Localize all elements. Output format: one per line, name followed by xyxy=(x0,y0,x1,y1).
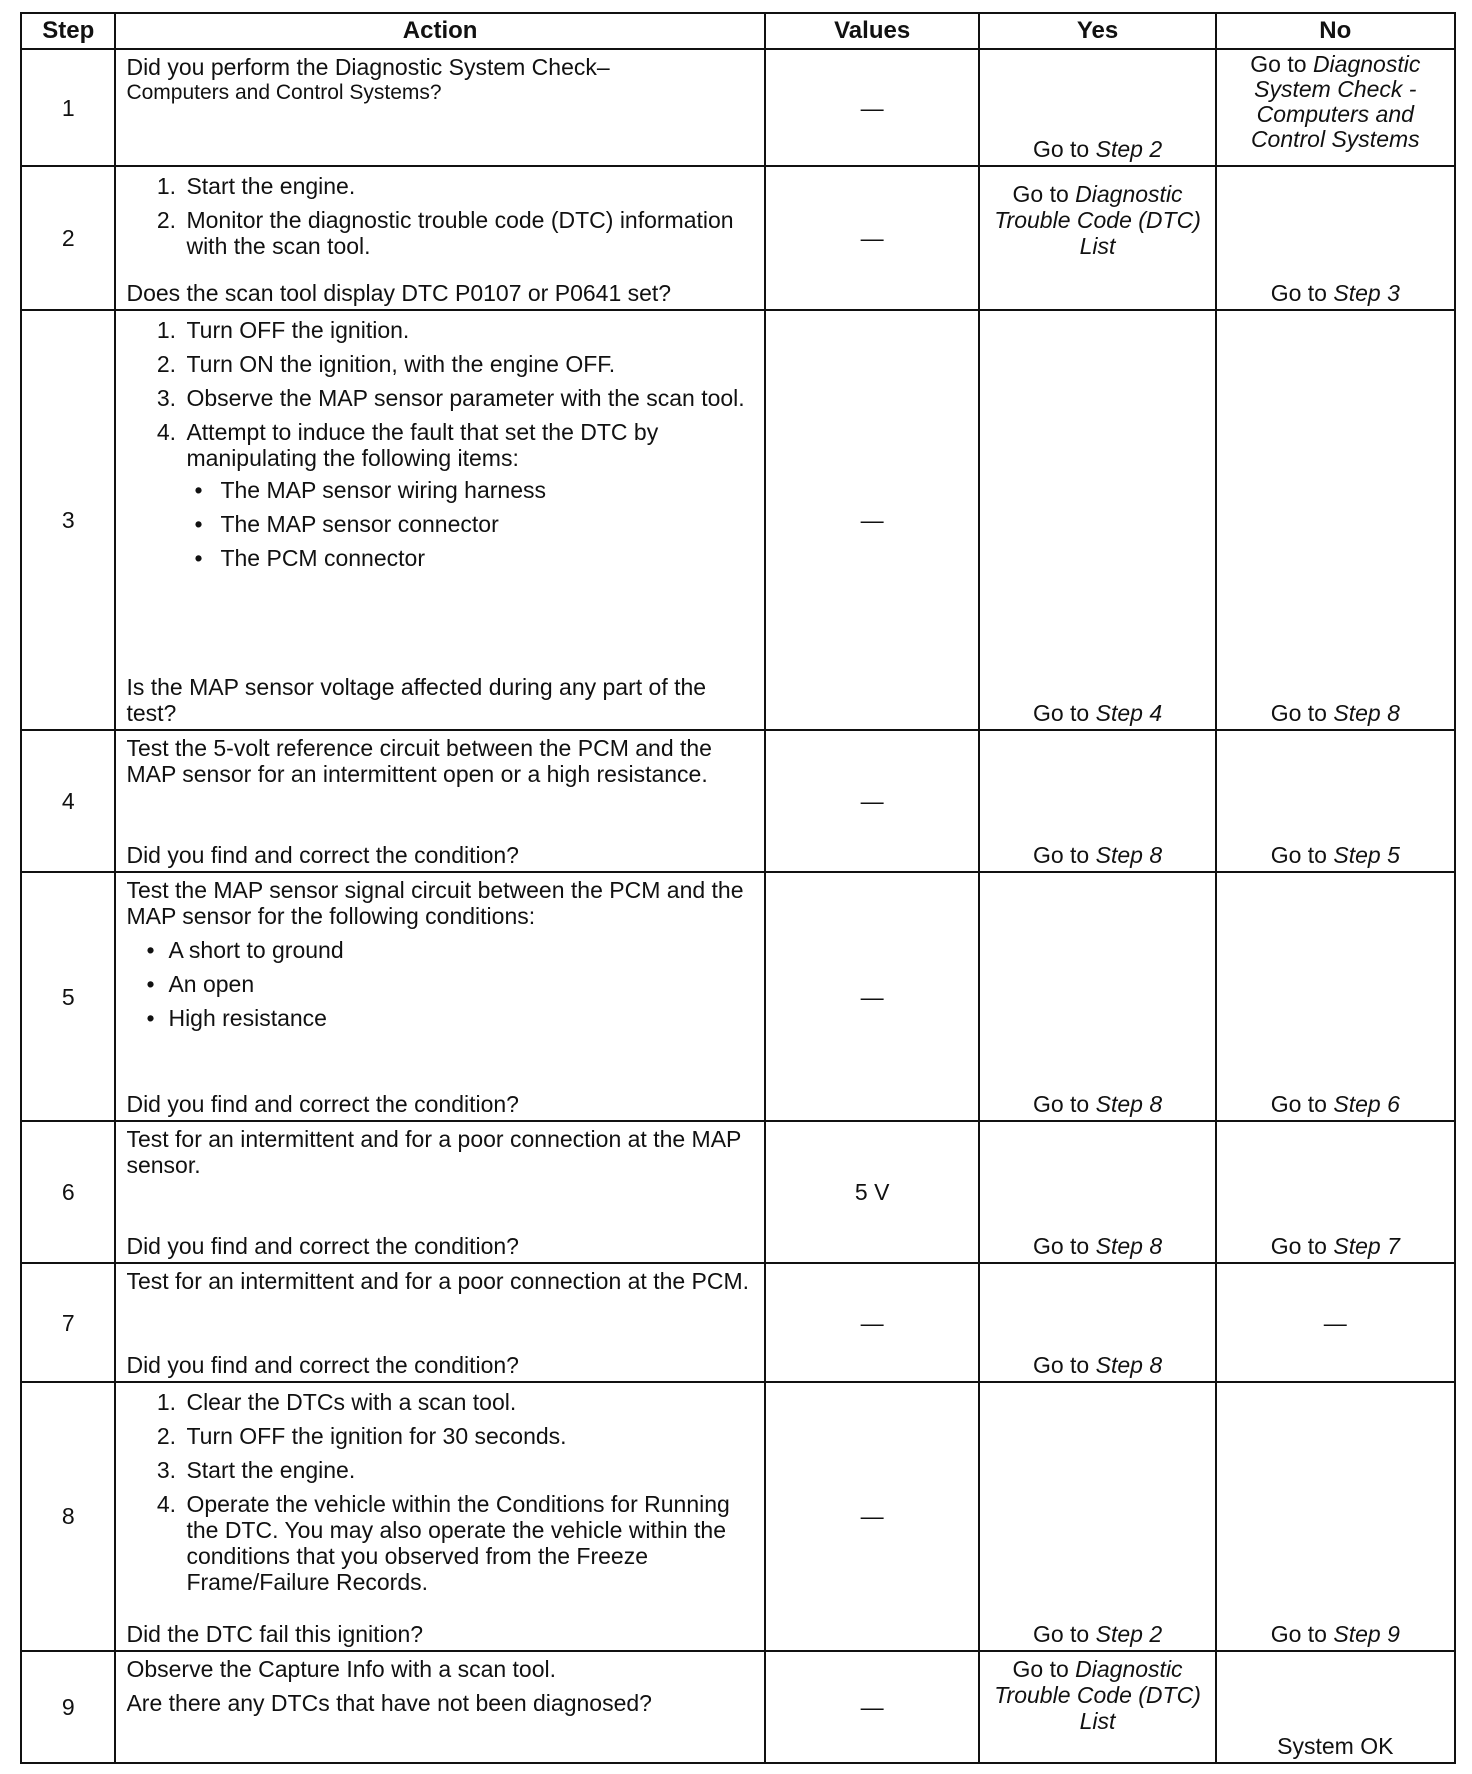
bullet-item: • High resistance xyxy=(168,1005,753,1031)
table-row xyxy=(21,872,1455,1120)
yes-prefix: Go to xyxy=(1012,1655,1076,1682)
list-item: 1. Start the engine. xyxy=(182,173,753,199)
step-number: 5 xyxy=(21,872,115,1120)
action-question: Did the DTC fail this ignition? xyxy=(126,1620,424,1647)
yes-cell xyxy=(979,730,1215,873)
no-link: Step 8 xyxy=(1333,699,1400,726)
bullet-item: • The MAP sensor wiring harness xyxy=(216,477,753,503)
action-question: Did you find and correct the condition? xyxy=(126,1090,519,1117)
bullet-list xyxy=(126,937,753,1031)
action-question: Did you find and correct the condition? xyxy=(126,1351,519,1378)
yes-cell xyxy=(979,1382,1215,1651)
list-item: 2. Turn ON the ignition, with the engine OFF. xyxy=(182,351,753,377)
list-item: 3. Observe the MAP sensor parameter with the scan tool. xyxy=(182,385,753,411)
yes-link: Step 8 xyxy=(1095,1090,1163,1117)
action-question: Is the MAP sensor voltage affected during any part of the test? xyxy=(126,673,707,726)
no-prefix: Go to xyxy=(1270,1090,1334,1117)
header-values: Values xyxy=(765,13,980,49)
yes-prefix: Go to xyxy=(1032,1351,1096,1378)
yes-cell xyxy=(979,872,1215,1120)
no-link: Step 5 xyxy=(1333,842,1400,869)
yes-cell xyxy=(979,310,1215,729)
action-question: Did you find and correct the condition? xyxy=(126,842,519,869)
bullet-item: • A short to ground xyxy=(168,937,753,963)
step-number: 1 xyxy=(21,49,115,166)
yes-prefix: Go to xyxy=(1032,699,1096,726)
yes-cell xyxy=(979,1121,1215,1264)
yes-link: Diagnostic Trouble Code (DTC) List xyxy=(994,181,1201,260)
list-item: 3. Start the engine. xyxy=(182,1457,753,1483)
yes-cell xyxy=(979,49,1215,166)
value-cell: — xyxy=(765,872,980,1120)
table-row xyxy=(21,1651,1455,1763)
header-yes: Yes xyxy=(979,13,1215,49)
no-cell: — xyxy=(1216,1263,1455,1382)
action-text: Computers and Control Systems? xyxy=(126,81,442,104)
no-cell: System OK xyxy=(1216,1651,1455,1763)
no-prefix: Go to xyxy=(1270,699,1334,726)
action-cell xyxy=(115,872,764,1120)
action-question: Are there any DTCs that have not been diagnosed? xyxy=(126,1689,652,1716)
yes-link: Step 4 xyxy=(1095,699,1163,726)
no-cell xyxy=(1216,1121,1455,1264)
action-text: Test for an intermittent and for a poor connection at the MAP sensor. xyxy=(126,1125,741,1178)
action-text: Test the MAP sensor signal circuit between the PCM and the MAP sensor for the following conditions: xyxy=(126,877,744,930)
action-text: Test for an intermittent and for a poor connection at the PCM. xyxy=(126,1268,750,1295)
bullet-item: • The MAP sensor connector xyxy=(216,511,753,537)
no-link: Step 6 xyxy=(1333,1090,1400,1117)
no-cell xyxy=(1216,310,1455,729)
table-row xyxy=(21,166,1455,310)
table-row xyxy=(21,730,1455,873)
no-link: Diagnostic System Check - Computers and Control Systems xyxy=(1250,51,1421,152)
action-question: Does the scan tool display DTC P0107 or P0641 set? xyxy=(126,280,672,307)
no-prefix: Go to xyxy=(1250,51,1313,77)
list-item xyxy=(182,419,753,571)
step-number: 8 xyxy=(21,1382,115,1651)
step-number: 2 xyxy=(21,166,115,310)
yes-link: Step 8 xyxy=(1095,1351,1163,1378)
yes-link: Step 2 xyxy=(1095,1620,1163,1647)
value-cell: — xyxy=(765,1382,980,1651)
no-prefix: Go to xyxy=(1270,1233,1334,1260)
action-cell xyxy=(115,166,764,310)
value-cell: — xyxy=(765,49,980,166)
step-number: 9 xyxy=(21,1651,115,1763)
action-steps xyxy=(126,173,753,267)
no-link: Step 7 xyxy=(1333,1233,1400,1260)
action-question: Did you find and correct the condition? xyxy=(126,1233,519,1260)
no-prefix: Go to xyxy=(1270,280,1334,307)
list-item: 1. Clear the DTCs with a scan tool. xyxy=(182,1389,753,1415)
yes-prefix: Go to xyxy=(1032,1620,1096,1647)
yes-prefix: Go to xyxy=(1012,181,1076,208)
bullet-item: • An open xyxy=(168,971,753,997)
no-cell xyxy=(1216,872,1455,1120)
action-steps xyxy=(126,1389,753,1597)
yes-cell xyxy=(979,1651,1215,1763)
action-text: Observe the Capture Info with a scan tool. xyxy=(126,1655,557,1682)
header-action: Action xyxy=(115,13,764,49)
action-cell xyxy=(115,1121,764,1264)
no-cell xyxy=(1216,49,1455,166)
bullet-item: • The PCM connector xyxy=(216,545,753,571)
action-text: Test the 5-volt reference circuit between the PCM and the MAP sensor for an intermittent open or a high resistance. xyxy=(126,734,712,787)
header-row xyxy=(21,13,1455,49)
action-steps xyxy=(126,317,753,579)
step-number: 4 xyxy=(21,730,115,873)
step-number: 3 xyxy=(21,310,115,729)
no-prefix: Go to xyxy=(1270,1620,1334,1647)
bullet-list xyxy=(186,477,753,571)
yes-prefix: Go to xyxy=(1032,842,1096,869)
yes-link: Step 2 xyxy=(1095,136,1163,163)
list-item-text: Attempt to induce the fault that set the DTC by manipulating the following items: xyxy=(186,419,659,472)
list-item: 2. Monitor the diagnostic trouble code (DTC) information with the scan tool. xyxy=(182,207,753,259)
no-cell xyxy=(1216,730,1455,873)
yes-cell xyxy=(979,166,1215,310)
yes-link: Step 8 xyxy=(1095,1233,1163,1260)
yes-link: Step 8 xyxy=(1095,842,1163,869)
table-row xyxy=(21,310,1455,729)
table-row xyxy=(21,49,1455,166)
yes-prefix: Go to xyxy=(1032,1233,1096,1260)
no-prefix: Go to xyxy=(1270,842,1334,869)
action-cell xyxy=(115,1382,764,1651)
action-text: Did you perform the Diagnostic System Check– xyxy=(126,54,610,80)
value-cell: — xyxy=(765,1651,980,1763)
no-link: Step 3 xyxy=(1333,280,1400,307)
table-row xyxy=(21,1121,1455,1264)
value-cell: — xyxy=(765,730,980,873)
yes-link: Diagnostic Trouble Code (DTC) List xyxy=(994,1655,1201,1734)
list-item: 2. Turn OFF the ignition for 30 seconds. xyxy=(182,1423,753,1449)
table-row xyxy=(21,1263,1455,1382)
table-row xyxy=(21,1382,1455,1651)
yes-prefix: Go to xyxy=(1032,1090,1096,1117)
no-link: Step 9 xyxy=(1333,1620,1400,1647)
list-item: 1. Turn OFF the ignition. xyxy=(182,317,753,343)
value-cell: — xyxy=(765,1263,980,1382)
value-cell: 5 V xyxy=(765,1121,980,1264)
value-cell: — xyxy=(765,166,980,310)
step-number: 7 xyxy=(21,1263,115,1382)
action-cell xyxy=(115,49,764,166)
value-cell: — xyxy=(765,310,980,729)
step-number: 6 xyxy=(21,1121,115,1264)
yes-prefix: Go to xyxy=(1032,136,1096,163)
list-item: 4. Operate the vehicle within the Conditions for Running the DTC. You may also operate the vehicle within the conditions that you observed from the Freeze Frame/Failure Records. xyxy=(182,1491,753,1595)
no-cell xyxy=(1216,1382,1455,1651)
yes-cell xyxy=(979,1263,1215,1382)
header-no: No xyxy=(1216,13,1455,49)
action-cell xyxy=(115,1651,764,1763)
action-cell xyxy=(115,730,764,873)
no-cell xyxy=(1216,166,1455,310)
action-cell xyxy=(115,310,764,729)
header-step: Step xyxy=(21,13,115,49)
diagnostic-table xyxy=(20,12,1456,1764)
action-cell xyxy=(115,1263,764,1382)
